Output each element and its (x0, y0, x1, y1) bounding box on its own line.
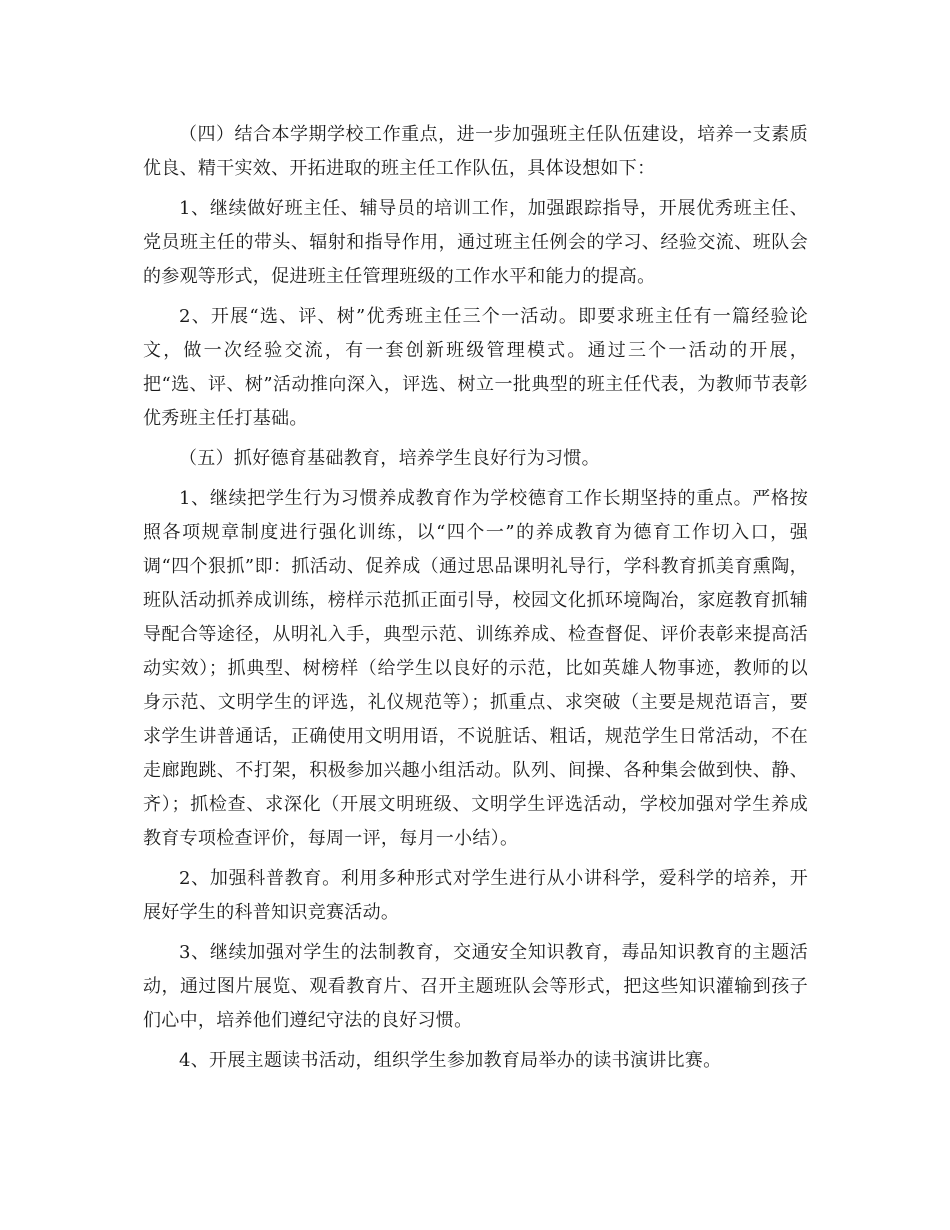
paragraph-item-2-science: 2、加强科普教育。利用多种形式对学生进行从小讲科学，爱科学的培养，开展好学生的科普知识竞赛活动。 (143, 868, 808, 923)
paragraph-item-3-legal: 3、继续加强对学生的法制教育，交通安全知识教育，毒品知识教育的主题活动，通过图片展览、观看教育片、召开主题班队会等形式，把这些知识灌输到孩子们心中，培养他们遵纪守法的良好习惯。 (143, 942, 808, 1031)
document-body (143, 118, 808, 1084)
paragraph-section-five-intro: （五）抓好德育基础教育，培养学生良好行为习惯。 (179, 448, 600, 469)
paragraph-item-1-training: 1、继续做好班主任、辅导员的培训工作，加强跟踪指导，开展优秀班主任、党员班主任的带头、辐射和指导作用，通过班主任例会的学习、经验交流、班队会的参观等形式，促进班主任管理班级的工作水平和能力的提高。 (143, 198, 808, 287)
paragraph-item-2-selection: 2、开展“选、评、树”优秀班主任三个一活动。即要求班主任有一篇经验论文，做一次经验交流，有一套创新班级管理模式。通过三个一活动的开展，把“选、评、树”活动推向深入，评选、树立一批典型的班主任代表，为教师节表彰优秀班主任打基础。 (143, 306, 808, 429)
paragraph-item-1-habits: 1、继续把学生行为习惯养成教育作为学校德育工作长期坚持的重点。严格按照各项规章制度进行强化训练，以“四个一”的养成教育为德育工作切入口，强调“四个狠抓”即：抓活动、促养成（通过思品课明礼导行，学科教育抓美育熏陶，班队活动抓养成训练，榜样示范抓正面引导，校园文化抓环境陶冶，家庭教育抓辅导配合等途径，从明礼入手，典型示范、训练养成、检查督促、评价表彰来提高活动实效）；抓典型、树榜样（给学生以良好的示范，比如英雄人物事迹，教师的以身示范、文明学生的评选，礼仪规范等）；抓重点、求突破（主要是规范语言，要求学生讲普通话，正确使用文明用语，不说脏话、粗话，规范学生日常活动，不在走廊跑跳、不打架，积极参加兴趣小组活动。队列、间操、各种集会做到快、静、齐）；抓检查、求深化（开展文明班级、文明学生评选活动，学校加强对学生养成教育专项检查评价，每周一评，每月一小结）。 (143, 488, 808, 849)
paragraph-section-four-intro: （四）结合本学期学校工作重点，进一步加强班主任队伍建设，培养一支素质优良、精干实效、开拓进取的班主任工作队伍，具体设想如下： (143, 124, 808, 179)
paragraph-item-4-reading: 4、开展主题读书活动，组织学生参加教育局举办的读书演讲比赛。 (179, 1050, 722, 1071)
